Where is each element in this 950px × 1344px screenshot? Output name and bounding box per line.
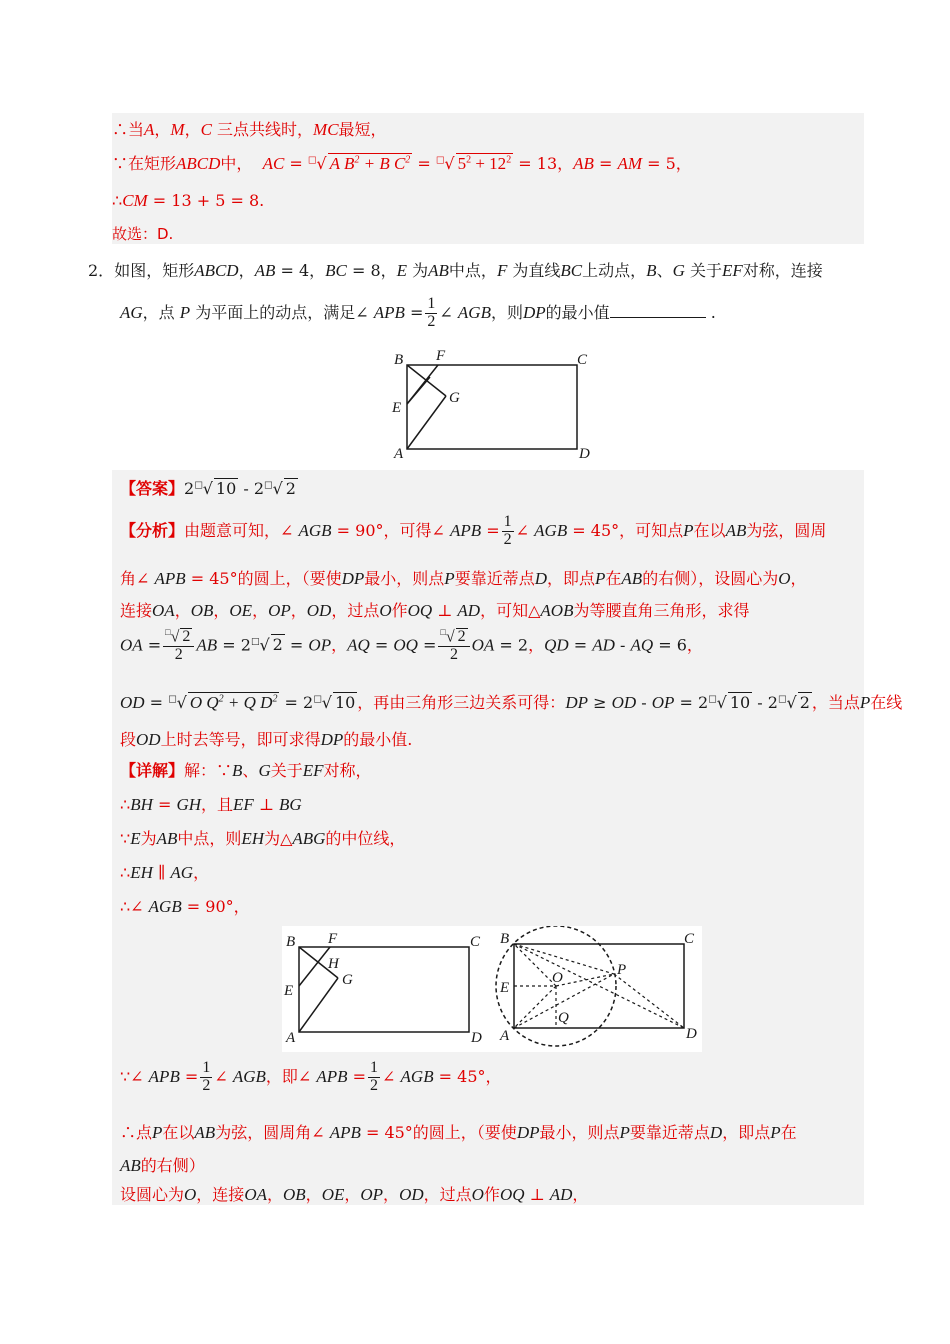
detail-line-9: 设圆心为O，连接OA，OB，OE，OP，OD，过点O作OQ ⊥ AD， xyxy=(120,1185,589,1204)
fraction-half: $\frac{1}{2}$ xyxy=(427,295,436,330)
answer-line: 【答案】2□√ 10 - 2□√ 2 xyxy=(120,479,296,498)
fig2-label-d: D xyxy=(471,1030,482,1046)
fig2-label-e: E xyxy=(284,983,294,999)
prev-line-3: ∴CM = 13 + 5 = 8. xyxy=(112,191,265,210)
prev-line-4: 故选：D. xyxy=(112,225,174,243)
fig2-label-g: G xyxy=(342,972,353,988)
previous-solution-box xyxy=(112,113,864,244)
fig2-label-f: F xyxy=(328,931,338,947)
detail-line-7: ∴点P在以AB为弦，圆周角∠ APB = 45°的圆上，（要使DP最小，则点P要靠近蒂点D，即点P在 xyxy=(120,1123,797,1142)
analysis-line-6: 段OD上时去等号，即可求得DP的最小值. xyxy=(120,730,413,749)
detail-line-5: ∴∠ AGB = 90°， xyxy=(120,897,250,916)
label-b: B xyxy=(394,352,404,368)
figure-rectangle-1 xyxy=(388,344,598,464)
question-line-1: 2．如图，矩形ABCD，AB = 4，BC = 8，E 为AB中点，F 为直线BC上动点，B、G 关于EF对称，连接 xyxy=(88,261,823,280)
figure-circle-3 xyxy=(490,926,702,1050)
question-number: 2． xyxy=(88,261,115,280)
question-line-2: AG，点 P 为平面上的动点，满足∠ APB = $\frac{1}{2}$ ∠ AGB，则DP的最小值 . xyxy=(120,295,716,330)
segment-ag xyxy=(407,396,446,449)
fig2-label-b: B xyxy=(286,934,296,950)
analysis-line-3: 连接OA，OB，OE，OP，OD，过点O作OQ ⊥ AD，可知△AOB为等腰直角三角形，求得 xyxy=(120,601,750,620)
label-a: A xyxy=(394,446,404,462)
label-g: G xyxy=(449,390,460,406)
detail-line-2: ∴BH = GH，且EF ⊥ BG xyxy=(120,795,302,814)
analysis-line-2: 角∠ APB = 45°的圆上，（要使DP最小，则点P要靠近蒂点D，即点P在AB的右侧），设圆心为O， xyxy=(120,569,807,588)
answer-box xyxy=(112,470,903,1205)
fig3-label-a: A xyxy=(500,1028,510,1044)
prev-line-2: ∵在矩形ABCD中， AC = □√ A $B^2 + B$ $C^2 = ^□√$ $5^2 + 12^2 = 13$，AB = AM = 5， xyxy=(112,154,692,173)
label-f: F xyxy=(436,348,446,364)
label-c: C xyxy=(577,352,588,368)
detail-line-8: AB的右侧） xyxy=(120,1156,205,1175)
prev-line-1: ∴当A，M，C 三点共线时，MC最短， xyxy=(112,120,387,139)
fig3-label-b: B xyxy=(500,931,510,947)
detail-line-6: ∵∠ APB = $\frac{1}{2}$ ∠ AGB，即∠ APB = $\frac{1}{2}$ ∠ AGB = 45°， xyxy=(120,1059,502,1094)
analysis-line-1: 【分析】由题意可知，∠ AGB = 90°，可得∠ APB = $\frac{1}{2}$ ∠ AGB = 45°，可知点P在以AB为弦，圆周 xyxy=(120,513,827,548)
answer-blank[interactable] xyxy=(610,303,706,318)
detail-line-4: ∴EH ∥ AG， xyxy=(120,863,210,882)
fig2-label-a: A xyxy=(286,1030,296,1046)
fig3-label-c: C xyxy=(684,931,695,947)
fig2-label-c: C xyxy=(470,934,481,950)
fig3-label-d: D xyxy=(686,1026,697,1042)
fig3-label-q: Q xyxy=(558,1010,569,1026)
segment-eg xyxy=(407,377,430,404)
fig3-label-o: O xyxy=(552,970,563,986)
rect-abcd xyxy=(407,365,577,449)
label-d: D xyxy=(579,446,590,462)
detail-line-3: ∵E为AB中点，则EH为△ABG的中位线， xyxy=(120,829,406,848)
analysis-line-4: OA = $\frac{^□√ 2}{2}$ AB = 2□√ 2 = OP，AQ = OQ = $\frac{^□√ 2}{2}$ OA = 2，QD = AD - AQ = 6， xyxy=(120,627,703,664)
label-e: E xyxy=(392,400,402,416)
figure-rectangle-2 xyxy=(282,928,492,1048)
fig3-label-p: P xyxy=(617,962,627,978)
fig3-label-e: E xyxy=(500,980,510,996)
detail-line-1: 【详解】解：∵B、G关于EF对称， xyxy=(120,761,372,780)
fig2-label-h: H xyxy=(328,956,339,972)
analysis-line-5: OD = □√ O $Q^2 + Q$ $D^2 = 2^□√$ 10 ，再由三角形三边关系可得：DP ≥ OD - OP = 2□√ 10 - 2□√ 2 ，当点P在线 xyxy=(120,693,903,712)
